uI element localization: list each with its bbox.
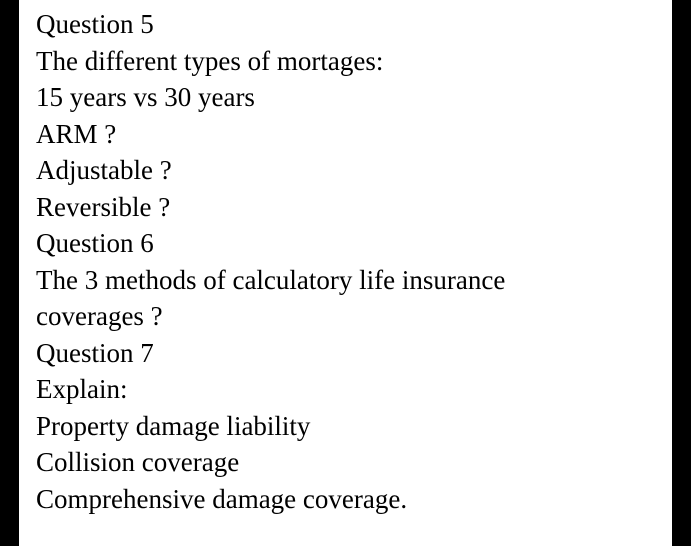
text-line: Property damage liability: [36, 410, 311, 441]
question-5-heading: Question 5: [36, 9, 154, 39]
text-line: Adjustable ?: [36, 155, 172, 185]
text-line: coverages ?: [36, 301, 163, 331]
text-line: Collision coverage: [36, 447, 240, 477]
text-line: Explain:: [36, 374, 128, 404]
question-text-block: [36, 6, 505, 517]
text-line: Comprehensive damage coverage.: [36, 483, 408, 514]
text-line: ARM ?: [36, 118, 117, 149]
document-page: [19, 0, 672, 546]
text-line: The different types of mortages:: [36, 45, 384, 76]
text-line: The 3 methods of calculatory life insurance: [36, 264, 506, 295]
question-6-heading: Question 6: [36, 228, 154, 258]
text-line: 15 years vs 30 years: [36, 82, 255, 112]
question-7-heading: Question 7: [36, 337, 154, 368]
text-line: Reversible ?: [36, 191, 171, 222]
